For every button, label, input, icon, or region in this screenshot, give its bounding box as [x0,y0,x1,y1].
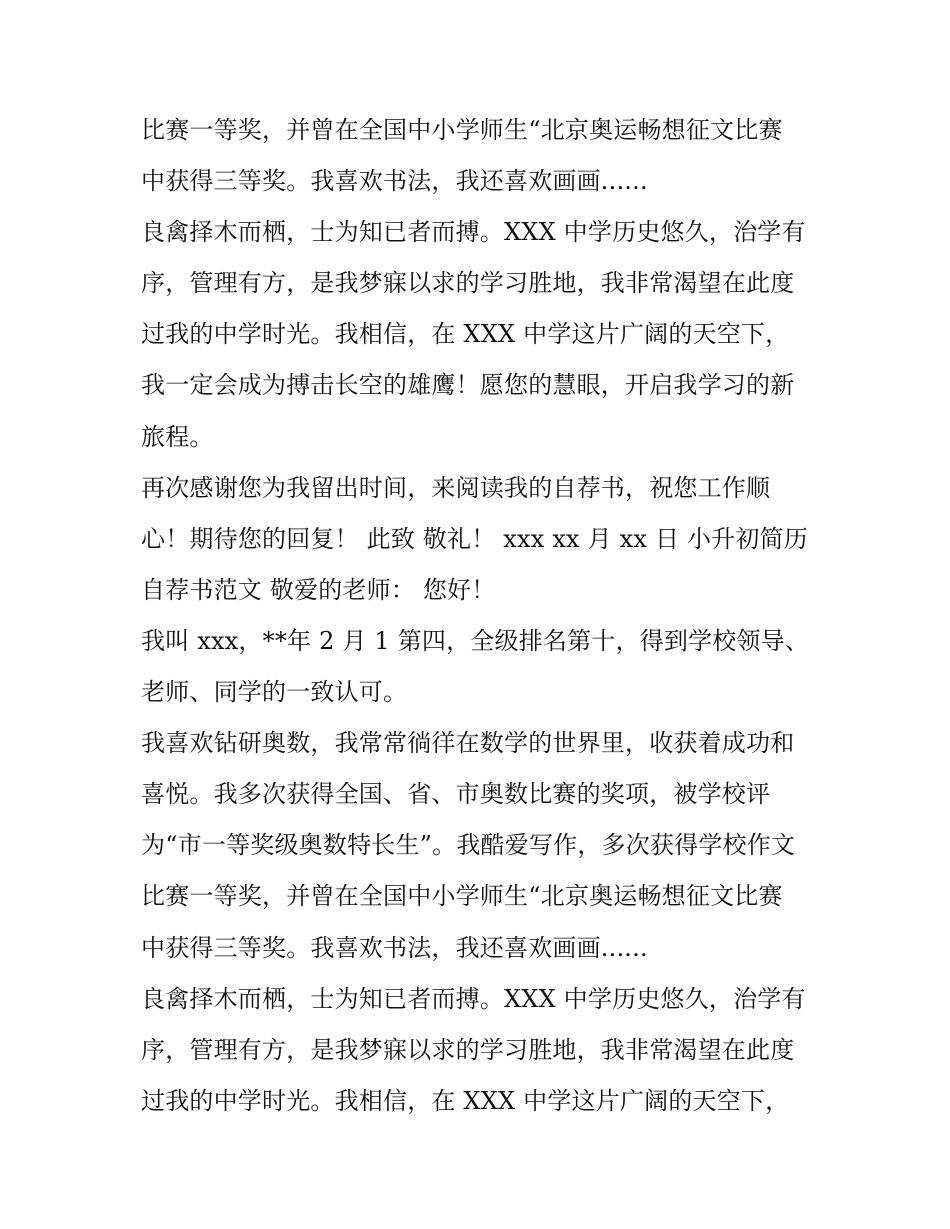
text-line: 过我的中学时光。我相信，在 XXX 中学这片广阔的天空下， [141,320,790,349]
document-body [141,109,831,1131]
text-line: 良禽择木而栖，士为知已者而搏。XXX 中学历史悠久，治学有 [141,984,806,1013]
text-line: 过我的中学时光。我相信，在 XXX 中学这片广阔的天空下， [141,1086,790,1115]
text-line: 喜悦。我多次获得全国、省、市奥数比赛的奖项，被学校评 [141,780,771,809]
text-line: 我一定会成为搏击长空的雄鹰！愿您的慧眼，开启我学习的新 [141,371,795,400]
text-line: 再次感谢您为我留出时间，来阅读我的自荐书，祝您工作顺 [141,473,771,502]
text-line: 自荐书范文 敬爱的老师： 您好！ [141,575,496,604]
text-line: 序，管理有方，是我梦寐以求的学习胜地，我非常渴望在此度 [141,269,795,298]
text-line: 为“市一等奖级奥数特长生”。我酷爱写作，多次获得学校作文 [141,831,796,860]
text-line: 比赛一等奖，并曾在全国中小学师生“北京奥运畅想征文比赛 [141,882,783,911]
text-line: 比赛一等奖，并曾在全国中小学师生“北京奥运畅想征文比赛 [141,116,783,144]
text-line: 中获得三等奖。我喜欢书法，我还喜欢画画...... [141,933,648,962]
text-line: 序，管理有方，是我梦寐以求的学习胜地，我非常渴望在此度 [141,1035,795,1064]
text-line: 中获得三等奖。我喜欢书法，我还喜欢画画...... [141,167,648,196]
text-line: 老师、同学的一致认可。 [141,678,408,707]
text-line: 心！期待您的回复！ 此致 敬礼！ xxx xx 月 xx 日 小升初简历 [141,524,808,553]
text-line: 我叫 xxx，**年 2 月 1 第四，全级排名第十，得到学校领导、 [141,626,810,655]
text-line: 良禽择木而栖，士为知已者而搏。XXX 中学历史悠久，治学有 [141,218,806,247]
text-line: 旅程。 [141,422,214,451]
text-line: 我喜欢钻研奥数，我常常徜徉在数学的世界里，收获着成功和 [141,729,795,758]
